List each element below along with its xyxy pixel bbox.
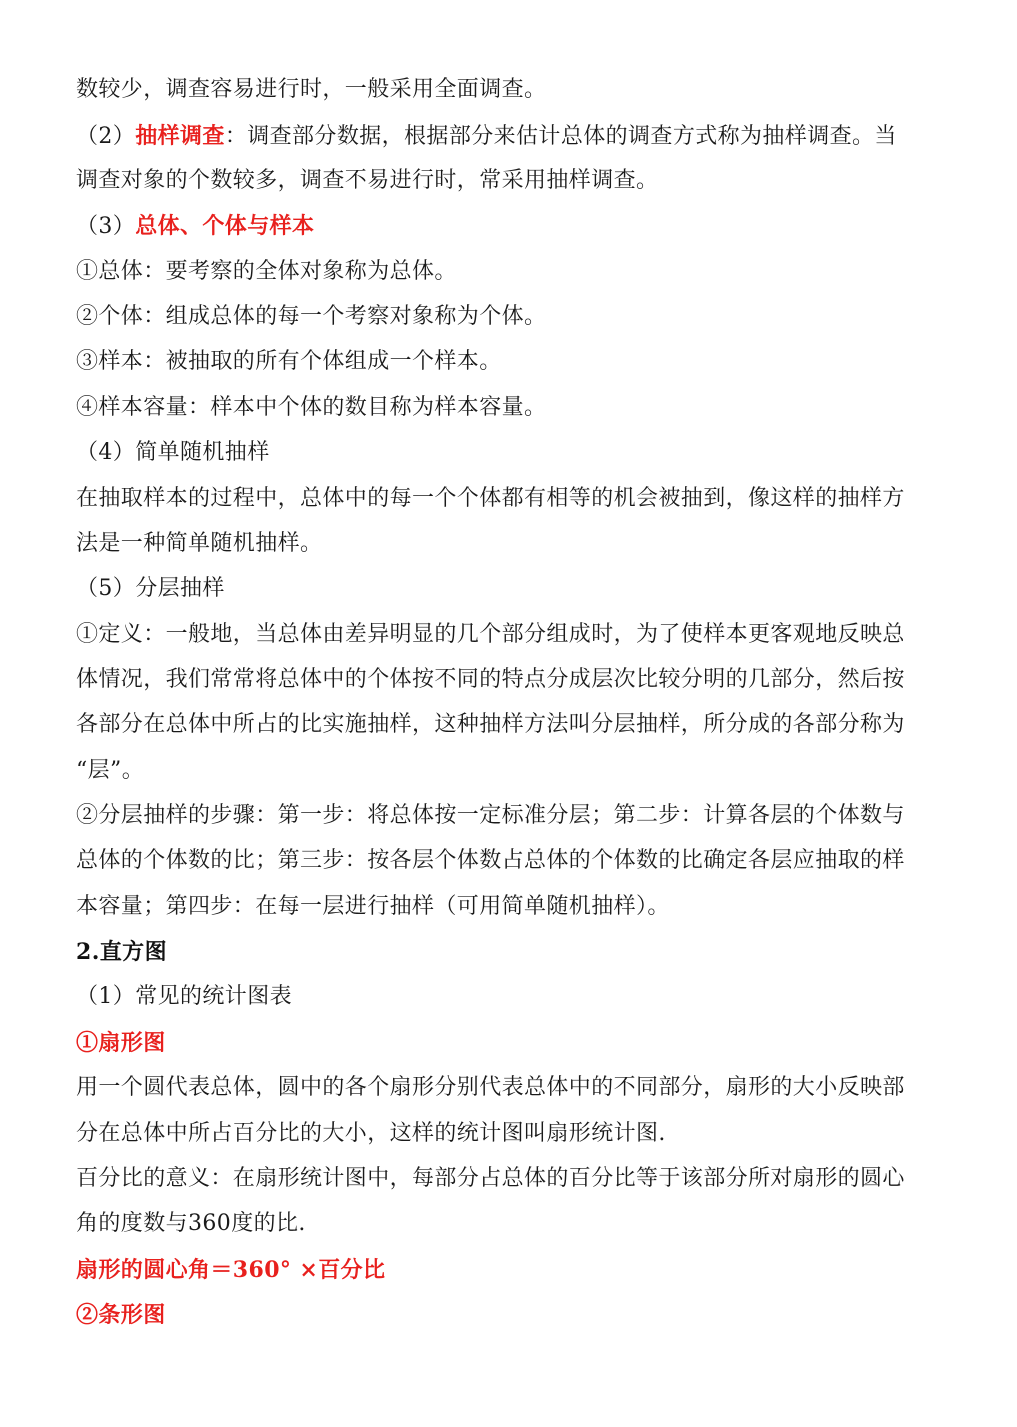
text-line-16 (76, 756, 946, 786)
text-line-24-content: 分在总体中所占百分比的大小，这样的统计图叫扇形统计图. (76, 1121, 666, 1146)
subheading-pie-chart (76, 1028, 946, 1058)
text-line-17 (76, 801, 946, 831)
text-line-25-content: 百分比的意义：在扇形统计图中，每部分占总体的百分比等于该部分所对扇形的圆心 (76, 1166, 905, 1191)
text-line-26 (76, 1209, 946, 1239)
text-line-21-content: （1）常见的统计图表 (76, 984, 292, 1009)
text-line-10-content: 在抽取样本的过程中，总体中的每一个个体都有相等的机会被抽到，像这样的抽样方 (76, 486, 905, 511)
text-line-4 (76, 211, 946, 242)
text-line-10 (76, 484, 946, 514)
formula-central-angle (76, 1255, 946, 1285)
text-line-2 (76, 121, 946, 152)
text-line-7-content: ③样本：被抽取的所有个体组成一个样本。 (76, 349, 502, 374)
text-line-18-content: 总体的个体数的比；第三步：按各层个体数占总体的个体数的比确定各层应抽取的样 (76, 848, 905, 873)
text-line-6-content: ②个体：组成总体的每一个考察对象称为个体。 (76, 304, 547, 329)
formula-central-angle-text: 扇形的圆心角＝360° ×百分比 (76, 1257, 386, 1283)
text-line-5-content: ①总体：要考察的全体对象称为总体。 (76, 259, 457, 284)
text-line-17-content: ②分层抽样的步骤：第一步：将总体按一定标准分层；第二步：计算各层的个体数与 (76, 803, 905, 828)
text-line-14-content: 体情况，我们常常将总体中的个体按不同的特点分成层次比较分明的几部分，然后按 (76, 667, 905, 692)
text-line-15-content: 各部分在总体中所占的比实施抽样，这种抽样方法叫分层抽样，所分成的各部分称为 (76, 712, 905, 737)
text-line-19 (76, 892, 946, 922)
term-sampling-survey: 抽样调查 (135, 123, 225, 149)
term-population-individual-sample: 总体、个体与样本 (135, 213, 315, 239)
text-line-21 (76, 982, 946, 1012)
text-line-13 (76, 620, 946, 650)
text-line-24 (76, 1119, 946, 1149)
text-line-8 (76, 393, 946, 423)
text-line-5 (76, 257, 946, 287)
section-heading-text: 2.直方图 (76, 939, 167, 965)
item-number: （2） (76, 124, 136, 149)
text-line-23 (76, 1073, 946, 1103)
text-line-6 (76, 302, 946, 332)
text-line-1-content: 数较少，调查容易进行时，一般采用全面调查。 (76, 77, 547, 102)
text-line-7 (76, 347, 946, 377)
text-line-11-content: 法是一种简单随机抽样。 (76, 531, 323, 556)
section-heading-histogram (76, 937, 946, 967)
text-line-25 (76, 1164, 946, 1194)
text-line-12 (76, 574, 946, 604)
item-number: （3） (76, 214, 136, 239)
text-line-9 (76, 438, 946, 468)
text-line-26-content: 角的度数与360度的比. (76, 1211, 306, 1236)
text-line-1 (76, 75, 946, 105)
text-line-15 (76, 710, 946, 740)
text-line-18 (76, 846, 946, 876)
subheading-bar-chart (76, 1300, 946, 1330)
text-line-3 (76, 166, 946, 196)
text-line-23-content: 用一个圆代表总体，圆中的各个扇形分别代表总体中的不同部分，扇形的大小反映部 (76, 1075, 905, 1100)
text-line-8-content: ④样本容量：样本中个体的数目称为样本容量。 (76, 395, 547, 420)
subheading-bar-chart-text: ②条形图 (76, 1302, 166, 1328)
text-line-12-content: （5）分层抽样 (76, 576, 225, 601)
text-line-11 (76, 529, 946, 559)
subheading-pie-chart-text: ①扇形图 (76, 1030, 166, 1056)
text-line-19-content: 本容量；第四步：在每一层进行抽样（可用简单随机抽样）。 (76, 894, 670, 919)
text-line-16-content: “层”。 (76, 758, 145, 783)
text-line-14 (76, 665, 946, 695)
text-line-9-content: （4）简单随机抽样 (76, 440, 270, 465)
text-line-13-content: ①定义：一般地，当总体由差异明显的几个部分组成时，为了使样本更客观地反映总 (76, 622, 905, 647)
text-line-3-content: 调查对象的个数较多，调查不易进行时，常采用抽样调查。 (76, 168, 659, 193)
definition-text: ：调查部分数据，根据部分来估计总体的调查方式称为抽样调查。当 (224, 124, 897, 149)
